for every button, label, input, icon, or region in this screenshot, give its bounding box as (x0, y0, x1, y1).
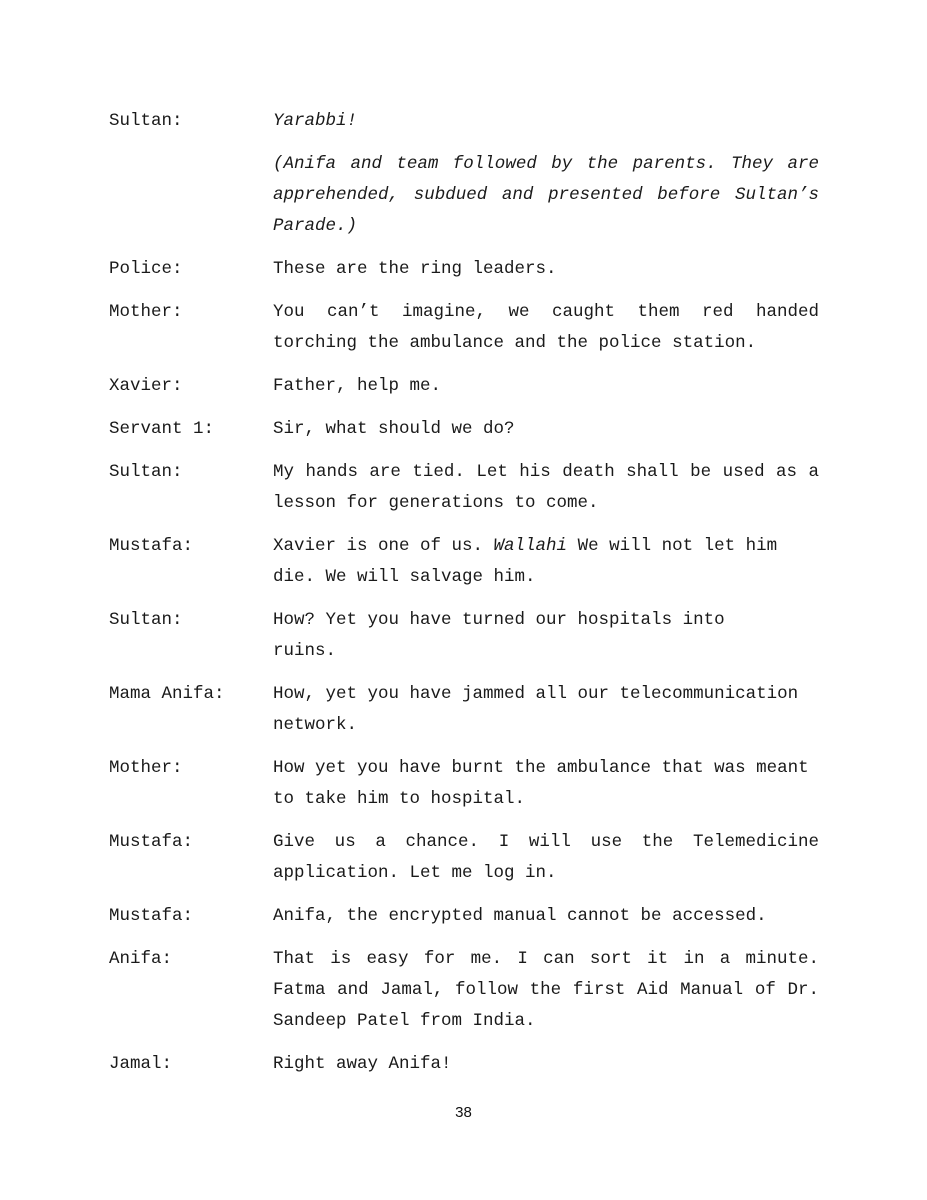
dialogue-row (109, 254, 819, 285)
speaker-name: Jamal: (109, 1054, 173, 1074)
dialogue-line (273, 531, 819, 593)
dialogue-text: Xavier is one of us. (273, 536, 494, 556)
dialogue-line: My hands are tied. Let his death shall be used as a lesson for generations to come. (273, 462, 819, 513)
script-body (109, 106, 819, 1092)
dialogue-line: Anifa, the encrypted manual cannot be accessed. (273, 906, 767, 926)
dialogue-row (109, 371, 819, 402)
dialogue-row (109, 457, 819, 519)
dialogue-line: How yet you have burnt the ambulance that was meant to take him to hospital. (273, 758, 809, 809)
dialogue-line: Right away Anifa! (273, 1054, 452, 1074)
dialogue-row (109, 679, 819, 741)
dialogue-row (109, 531, 819, 593)
speaker-name: Sultan: (109, 462, 183, 482)
dialogue-row (109, 605, 819, 667)
speaker-name: Sultan: (109, 610, 183, 630)
speaker-name: Police: (109, 259, 183, 279)
speaker-name: Mustafa: (109, 536, 194, 556)
dialogue-row (109, 901, 819, 932)
dialogue-row (109, 753, 819, 815)
dialogue-line: That is easy for me. I can sort it in a minute. Fatma and Jamal, follow the first Aid Manual of Dr. Sandeep Patel from India. (273, 949, 819, 1031)
speaker-name: Sultan: (109, 111, 183, 131)
speaker-name: Mama Anifa: (109, 684, 225, 704)
dialogue-line: These are the ring leaders. (273, 259, 557, 279)
speaker-name: Mustafa: (109, 832, 194, 852)
dialogue-row (109, 106, 819, 137)
dialogue-row (109, 827, 819, 889)
dialogue-line: Give us a chance. I will use the Telemedicine application. Let me log in. (273, 832, 819, 883)
dialogue-row (109, 414, 819, 445)
speaker-name: Xavier: (109, 376, 183, 396)
speaker-name: Mother: (109, 758, 183, 778)
speaker-name: Anifa: (109, 949, 173, 969)
stage-direction: (Anifa and team followed by the parents. They are apprehended, subdued and presented before Sultan’s Parade.) (273, 154, 819, 236)
dialogue-line: You can’t imagine, we caught them red handed torching the ambulance and the police station. (273, 302, 819, 353)
dialogue-line: Yarabbi! (273, 111, 358, 131)
dialogue-row (109, 944, 819, 1037)
italic-word: Wallahi (493, 536, 568, 556)
dialogue-row (109, 1049, 819, 1080)
speaker-name (109, 149, 273, 242)
speaker-name: Mustafa: (109, 906, 194, 926)
dialogue-line: Father, help me. (273, 376, 442, 396)
dialogue-text: We will not let him die. We will salvage him. (273, 536, 778, 587)
speaker-name: Mother: (109, 302, 183, 322)
dialogue-line: Sir, what should we do? (273, 419, 515, 439)
page-number: 38 (455, 1104, 472, 1121)
dialogue-line: How, yet you have jammed all our telecommunication network. (273, 684, 799, 735)
dialogue-row (109, 297, 819, 359)
speaker-name: Servant 1: (109, 419, 215, 439)
dialogue-line: How? Yet you have turned our hospitals into ruins. (273, 610, 725, 661)
stage-direction-row (109, 149, 819, 242)
